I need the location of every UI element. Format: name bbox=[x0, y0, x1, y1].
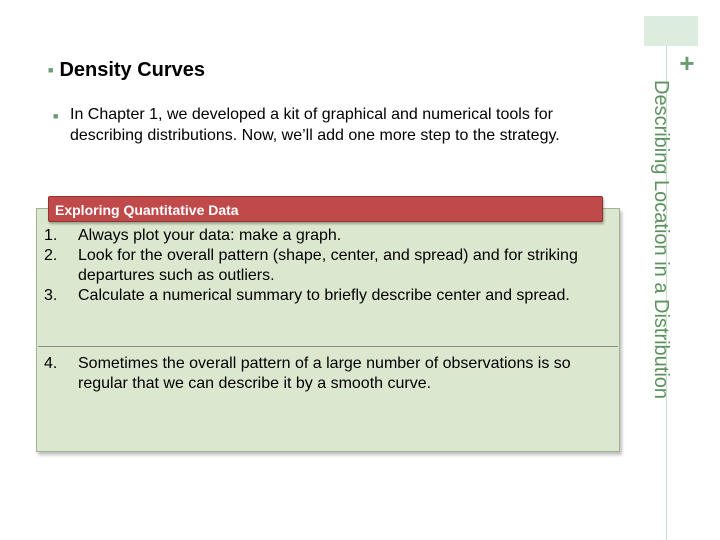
box-divider bbox=[38, 346, 618, 347]
step-number: 3. bbox=[44, 287, 58, 304]
step-number: 1. bbox=[44, 227, 58, 244]
slide-heading bbox=[48, 56, 205, 84]
side-title-text: Describing Location in a Distribution bbox=[650, 80, 672, 400]
slide-heading-text: Density Curves bbox=[59, 59, 206, 81]
side-title bbox=[641, 80, 681, 464]
list-item bbox=[40, 286, 616, 306]
intro-paragraph bbox=[48, 104, 628, 146]
strategy-steps bbox=[40, 226, 616, 306]
list-item bbox=[40, 226, 616, 246]
strategy-box-title: Exploring Quantitative Data bbox=[55, 202, 239, 218]
plus-icon: + bbox=[679, 48, 695, 78]
step-four bbox=[40, 354, 616, 394]
step-text: Calculate a numerical summary to briefly describe center and spread. bbox=[78, 287, 570, 304]
square-bullet-icon: ■ bbox=[48, 65, 54, 75]
step-number: 4. bbox=[44, 355, 58, 372]
step-number: 2. bbox=[44, 247, 58, 264]
strategy-box-header bbox=[48, 196, 603, 222]
list-item bbox=[40, 246, 616, 286]
intro-text: In Chapter 1, we developed a kit of graphical and numerical tools for describing distributions. Now, we’ll add one more step to the strategy. bbox=[70, 106, 560, 144]
square-bullet-icon: ■ bbox=[53, 111, 59, 121]
step-text: Look for the overall pattern (shape, center, and spread) and for striking departures such as outliers. bbox=[78, 247, 578, 284]
step-text: Sometimes the overall pattern of a large number of observations is so regular that we can describe it by a smooth curve. bbox=[78, 355, 571, 392]
decorative-strip bbox=[644, 16, 698, 46]
step-text: Always plot your data: make a graph. bbox=[78, 227, 342, 244]
